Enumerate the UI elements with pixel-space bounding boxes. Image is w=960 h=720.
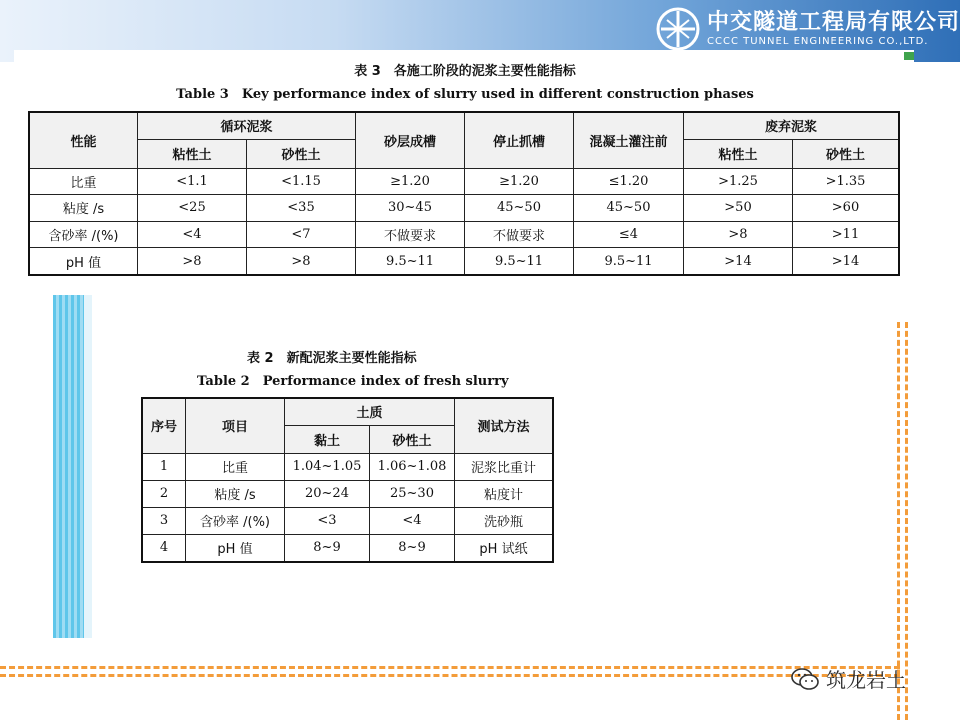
table3-header-before-pour: 混凝土灌注前 xyxy=(574,112,684,168)
table-cell: ≤1.20 xyxy=(574,168,684,195)
table-cell: 9.5~11 xyxy=(574,248,684,275)
green-marker xyxy=(904,52,914,60)
table-cell: ≤4 xyxy=(574,221,684,248)
table-cell: <4 xyxy=(138,221,247,248)
table-cell: 45~50 xyxy=(465,195,574,222)
table3-header-waste-clay: 粘性土 xyxy=(684,139,793,168)
table3-caption-en: Table 3 Key performance index of slurry used in different construction phases xyxy=(176,87,754,102)
table2-header-clay: 黏土 xyxy=(285,425,370,453)
watermark-text: 筑龙岩土 xyxy=(826,668,906,692)
table-row xyxy=(142,480,553,507)
table2-header-item: 项目 xyxy=(186,398,285,453)
table3-header-sandy: 砂性土 xyxy=(247,139,356,168)
wechat-icon xyxy=(790,666,820,692)
table2-caption-cn: 表 2 新配泥浆主要性能指标 xyxy=(247,351,417,366)
table-cell: 1 xyxy=(142,453,186,480)
table-cell: >60 xyxy=(793,195,900,222)
table3-header-waste-sandy: 砂性土 xyxy=(793,139,900,168)
table-cell: <1.15 xyxy=(247,168,356,195)
table-cell: >14 xyxy=(684,248,793,275)
table-cell: 25~30 xyxy=(370,480,455,507)
table-cell: >50 xyxy=(684,195,793,222)
company-name-cn: 中交隧道工程局有限公司 xyxy=(707,10,960,35)
table-cell: 9.5~11 xyxy=(465,248,574,275)
table3-row-label: 粘度 /s xyxy=(29,195,138,222)
table3-header-clay: 粘性土 xyxy=(138,139,247,168)
table-cell: 不做要求 xyxy=(356,221,465,248)
table-cell: <25 xyxy=(138,195,247,222)
table-cell: pH 试纸 xyxy=(455,534,554,562)
cccc-emblem-icon xyxy=(655,6,701,52)
table-cell: >8 xyxy=(247,248,356,275)
table-cell: >8 xyxy=(684,221,793,248)
table2 xyxy=(141,397,554,563)
table-row xyxy=(142,453,553,480)
table2-header-soil: 土质 xyxy=(285,398,455,425)
table-cell: >1.35 xyxy=(793,168,900,195)
table-cell: 比重 xyxy=(186,453,285,480)
decorative-cyan-bar xyxy=(53,295,84,638)
table3-row-label: 比重 xyxy=(29,168,138,195)
table-cell: 20~24 xyxy=(285,480,370,507)
table-cell: <7 xyxy=(247,221,356,248)
table-cell: 4 xyxy=(142,534,186,562)
decorative-dashed-line xyxy=(0,666,900,669)
table3-header-waste: 废弃泥浆 xyxy=(684,112,900,139)
decorative-cyan-strip xyxy=(84,295,92,638)
table-cell: 洗砂瓶 xyxy=(455,507,554,534)
table-row xyxy=(142,507,553,534)
table3-caption-cn: 表 3 各施工阶段的泥浆主要性能指标 xyxy=(354,64,576,79)
table-cell: <4 xyxy=(370,507,455,534)
table-cell: 8~9 xyxy=(370,534,455,562)
table3 xyxy=(28,111,900,276)
table-row xyxy=(29,221,899,248)
decorative-dashed-line xyxy=(0,674,900,677)
table-cell: 30~45 xyxy=(356,195,465,222)
table-row xyxy=(142,534,553,562)
company-logo xyxy=(655,6,960,52)
table3-row-label: pH 值 xyxy=(29,248,138,275)
table-row xyxy=(29,168,899,195)
table-cell: pH 值 xyxy=(186,534,285,562)
table-cell: 2 xyxy=(142,480,186,507)
table-cell: >1.25 xyxy=(684,168,793,195)
table3-header-trench: 砂层成槽 xyxy=(356,112,465,168)
table-cell: 1.06~1.08 xyxy=(370,453,455,480)
table-cell: >14 xyxy=(793,248,900,275)
table-cell: 3 xyxy=(142,507,186,534)
table2-caption-en: Table 2 Performance index of fresh slurry xyxy=(197,374,509,389)
table-row xyxy=(29,248,899,275)
table-cell: >11 xyxy=(793,221,900,248)
company-name-en: CCCC TUNNEL ENGINEERING CO.,LTD. xyxy=(707,36,929,47)
table-cell: >8 xyxy=(138,248,247,275)
table-cell: 不做要求 xyxy=(465,221,574,248)
table-cell: 含砂率 /(%) xyxy=(186,507,285,534)
table-cell: ≥1.20 xyxy=(356,168,465,195)
table-cell: 8~9 xyxy=(285,534,370,562)
table-row xyxy=(29,195,899,222)
table-cell: <35 xyxy=(247,195,356,222)
table-cell: 1.04~1.05 xyxy=(285,453,370,480)
table3-header-circulating: 循环泥浆 xyxy=(138,112,356,139)
table-cell: <1.1 xyxy=(138,168,247,195)
table2-header-sandy: 砂性土 xyxy=(370,425,455,453)
table-cell: 粘度 /s xyxy=(186,480,285,507)
table3-header-property: 性能 xyxy=(29,112,138,168)
table-cell: 粘度计 xyxy=(455,480,554,507)
decorative-dashed-line xyxy=(905,322,908,720)
table3-row-label: 含砂率 /(%) xyxy=(29,221,138,248)
decorative-dashed-line xyxy=(897,322,900,720)
table-cell: ≥1.20 xyxy=(465,168,574,195)
table-cell: 45~50 xyxy=(574,195,684,222)
table3-header-stop: 停止抓槽 xyxy=(465,112,574,168)
table-cell: <3 xyxy=(285,507,370,534)
table2-header-no: 序号 xyxy=(142,398,186,453)
table-cell: 9.5~11 xyxy=(356,248,465,275)
table-cell: 泥浆比重计 xyxy=(455,453,554,480)
table2-header-method: 测试方法 xyxy=(455,398,554,453)
watermark xyxy=(790,664,906,693)
